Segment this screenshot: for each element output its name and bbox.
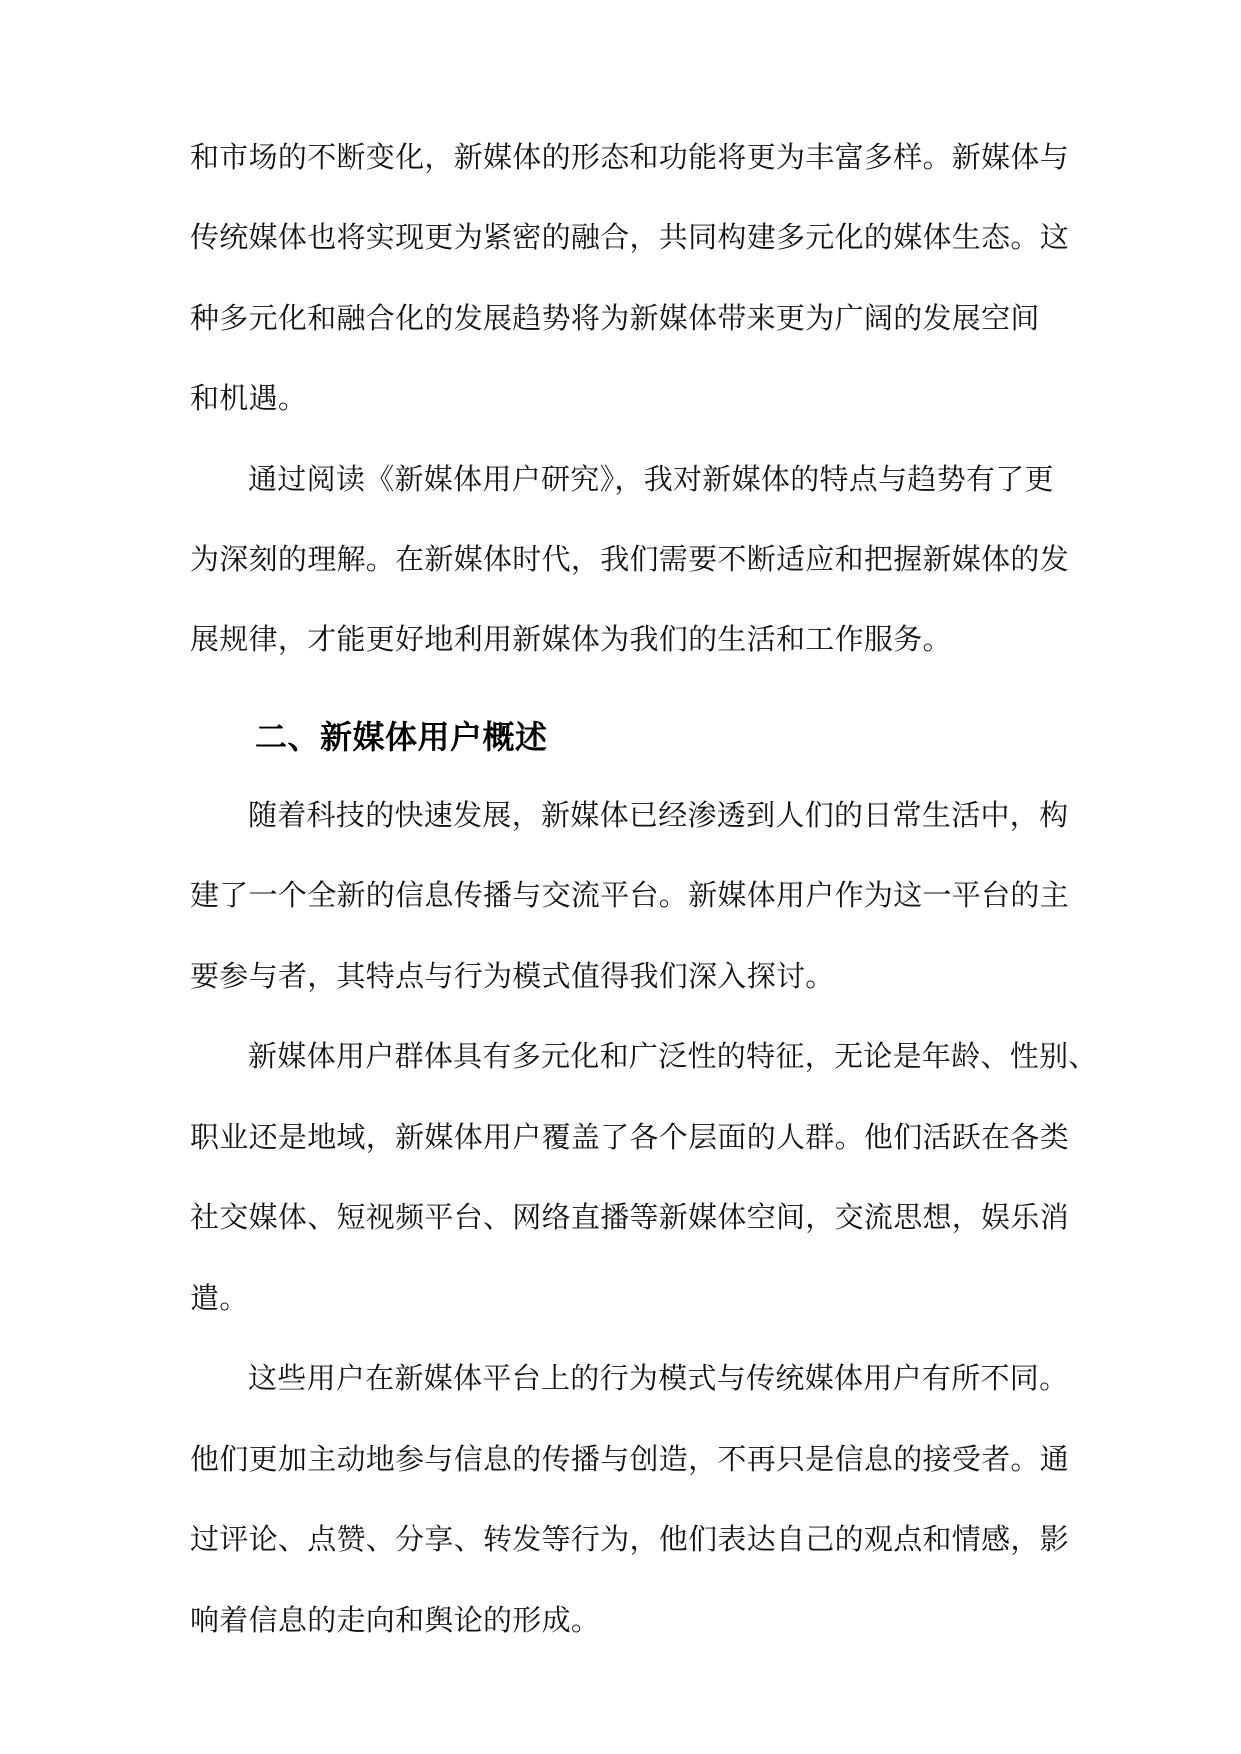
paragraph-line: 职业还是地域，新媒体用户覆盖了各个层面的人群。他们活跃在各类	[190, 1120, 1070, 1154]
paragraph-line: 过评论、点赞、分享、转发等行为，他们表达自己的观点和情感，影	[190, 1522, 1070, 1556]
paragraph-line: 建了一个全新的信息传播与交流平台。新媒体用户作为这一平台的主	[190, 878, 1070, 912]
paragraph-line: 和市场的不断变化，新媒体的形态和功能将更为丰富多样。新媒体与	[190, 140, 1070, 174]
paragraph-line: 新媒体用户群体具有多元化和广泛性的特征，无论是年龄、性别、	[248, 1039, 1098, 1073]
paragraph-line: 和机遇。	[190, 381, 308, 415]
paragraph-line: 展规律，才能更好地利用新媒体为我们的生活和工作服务。	[190, 622, 952, 656]
paragraph-line: 为深刻的理解。在新媒体时代，我们需要不断适应和把握新媒体的发	[190, 542, 1070, 576]
paragraph-line: 遣。	[190, 1281, 249, 1315]
paragraph-line: 这些用户在新媒体平台上的行为模式与传统媒体用户有所不同。	[248, 1361, 1069, 1395]
paragraph-line: 他们更加主动地参与信息的传播与创造，不再只是信息的接受者。通	[190, 1442, 1070, 1476]
paragraph-line: 社交媒体、短视频平台、网络直播等新媒体空间，交流思想，娱乐消	[190, 1200, 1070, 1234]
section-heading: 二、新媒体用户概述	[255, 718, 548, 756]
paragraph-line: 要参与者，其特点与行为模式值得我们深入探讨。	[190, 959, 835, 993]
paragraph-line: 随着科技的快速发展，新媒体已经渗透到人们的日常生活中，构	[248, 798, 1069, 832]
paragraph-line: 通过阅读《新媒体用户研究》，我对新媒体的特点与趋势有了更	[248, 462, 1054, 496]
paragraph-line: 响着信息的走向和舆论的形成。	[190, 1603, 601, 1637]
paragraph-line: 种多元化和融合化的发展趋势将为新媒体带来更为广阔的发展空间	[190, 301, 1040, 335]
paragraph-line: 传统媒体也将实现更为紧密的融合，共同构建多元化的媒体生态。这	[190, 220, 1070, 254]
